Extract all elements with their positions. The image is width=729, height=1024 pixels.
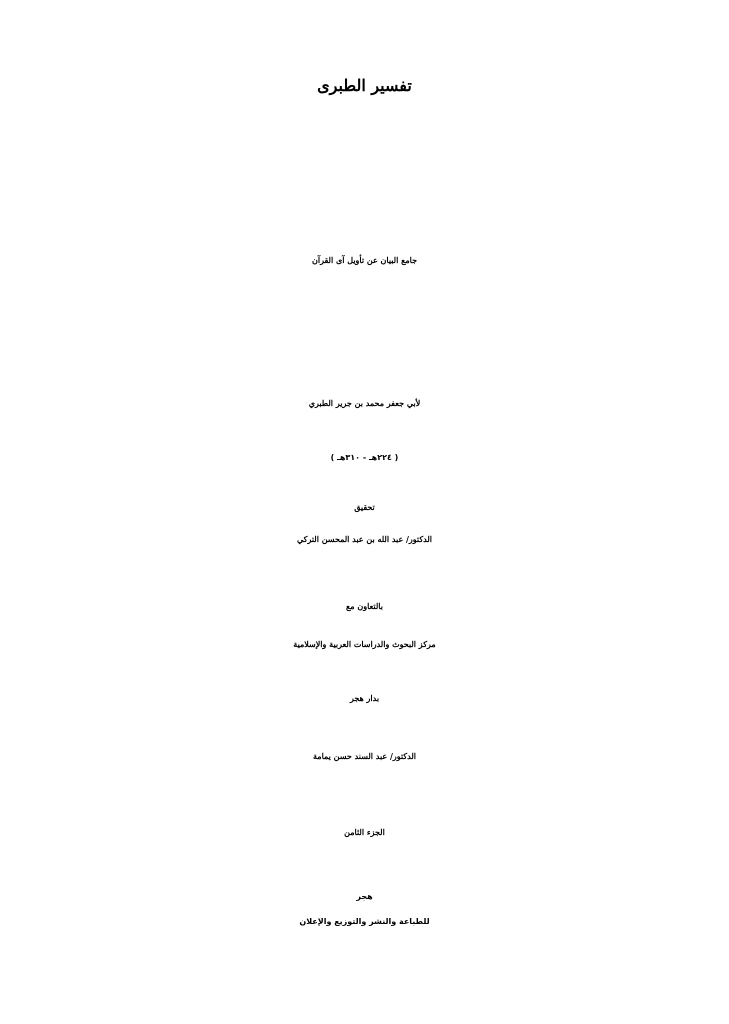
publisher-logo-text: هجر: [356, 892, 373, 901]
book-title: تفسير الطبرى: [317, 76, 412, 95]
editor-name: الدكتور/ عبد الله بن عبد المحسن التركي: [296, 534, 433, 544]
publisher-description: للطباعة والنشر والتوزيع والإعلان: [299, 917, 430, 926]
author-name: لأبي جعفر محمد بن جرير الطبري: [308, 398, 421, 408]
coeditor-name: الدكتور/ عبد السند حسن يمامة: [313, 751, 416, 761]
book-subtitle: جامع البيان عن تأويل آى القرآن: [311, 255, 418, 265]
edited-by-label: تحقيق: [354, 502, 375, 512]
research-center-name: مركز البحوث والدراسات العربية والإسلامية: [293, 639, 436, 649]
author-dates: ( ٢٢٤هـ - ٣١٠هـ ): [330, 453, 399, 462]
volume-label: الجزء الثامن: [344, 827, 385, 837]
collaboration-label: بالتعاون مع: [346, 601, 383, 611]
publishing-house-label: بدار هجر: [349, 693, 380, 703]
